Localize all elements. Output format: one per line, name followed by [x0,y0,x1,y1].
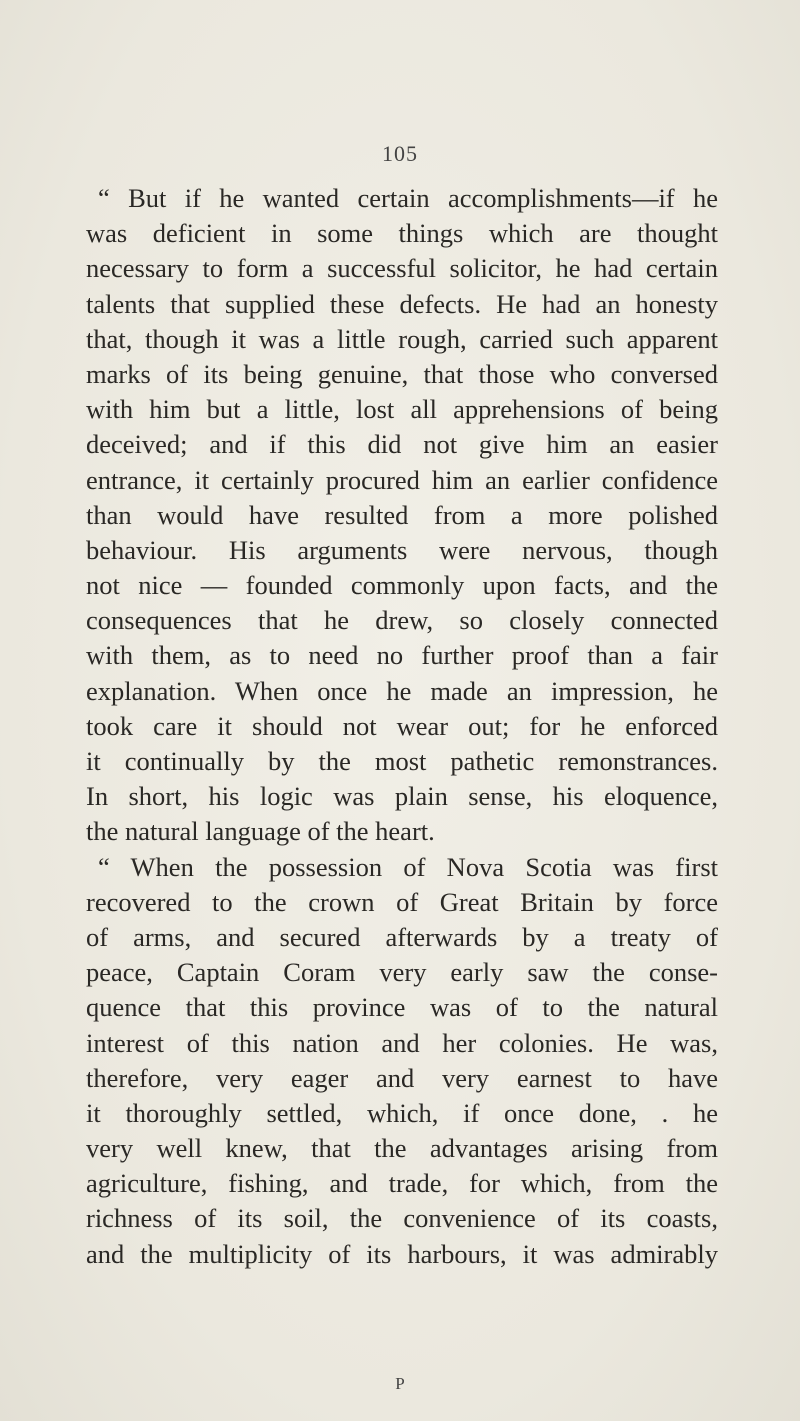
text-line: behaviour. His arguments were nervous, though [86,534,718,565]
text-line: peace, Captain Coram very early saw the conse- [86,957,718,988]
text-line: the natural language of the heart. [86,816,435,847]
text-line: than would have resulted from a more polished [86,499,718,530]
text-line: with them, as to need no further proof than a fair [86,640,718,671]
text-line: explanation. When once he made an impression, he [86,675,718,706]
text-line: was deficient in some things which are thought [86,218,718,249]
paragraph-2 [86,850,718,1272]
text-line: therefore, very eager and very earnest to have [86,1062,718,1093]
text-line: entrance, it certainly procured him an earlier confidence [86,464,718,495]
text-line: recovered to the crown of Great Britain by force [86,886,718,917]
text-line: talents that supplied these defects. He had an honesty [86,288,718,319]
text-line: very well knew, that the advantages arising from [86,1133,718,1164]
text-line: richness of its soil, the convenience of its coasts, [86,1203,718,1234]
text-line: necessary to form a successful solicitor, he had certain [86,253,718,284]
text-line: “ When the possession of Nova Scotia was first [98,851,718,882]
text-line: that, though it was a little rough, carried such apparent [86,323,718,354]
text-line: quence that this province was of to the natural [86,992,718,1023]
signature-mark: P [395,1374,405,1393]
text-line: In short, his logic was plain sense, his eloquence, [86,781,718,812]
text-line: interest of this nation and her colonies. He was, [86,1027,718,1058]
body-text [86,181,718,1272]
text-line: marks of its being genuine, that those who conversed [86,358,718,389]
text-line: agriculture, fishing, and trade, for which, from the [86,1168,718,1199]
text-line: consequences that he drew, so closely connected [86,605,718,636]
text-line: it continually by the most pathetic remonstrances. [86,746,718,776]
text-line: of arms, and secured afterwards by a treaty of [86,921,718,952]
text-line: it thoroughly settled, which, if once done, . he [86,1097,718,1128]
text-line: deceived; and if this did not give him an easier [86,429,718,460]
text-line: “ But if he wanted certain accomplishments—if he [98,183,718,213]
text-line: with him but a little, lost all apprehensions of being [86,394,718,425]
page-number: 105 [382,141,418,166]
text-line: took care it should not wear out; for he enforced [86,710,718,741]
text-line: not nice — founded commonly upon facts, and the [86,570,718,601]
text-line: and the multiplicity of its harbours, it was admirably [86,1238,718,1269]
paragraph-1 [86,181,718,850]
